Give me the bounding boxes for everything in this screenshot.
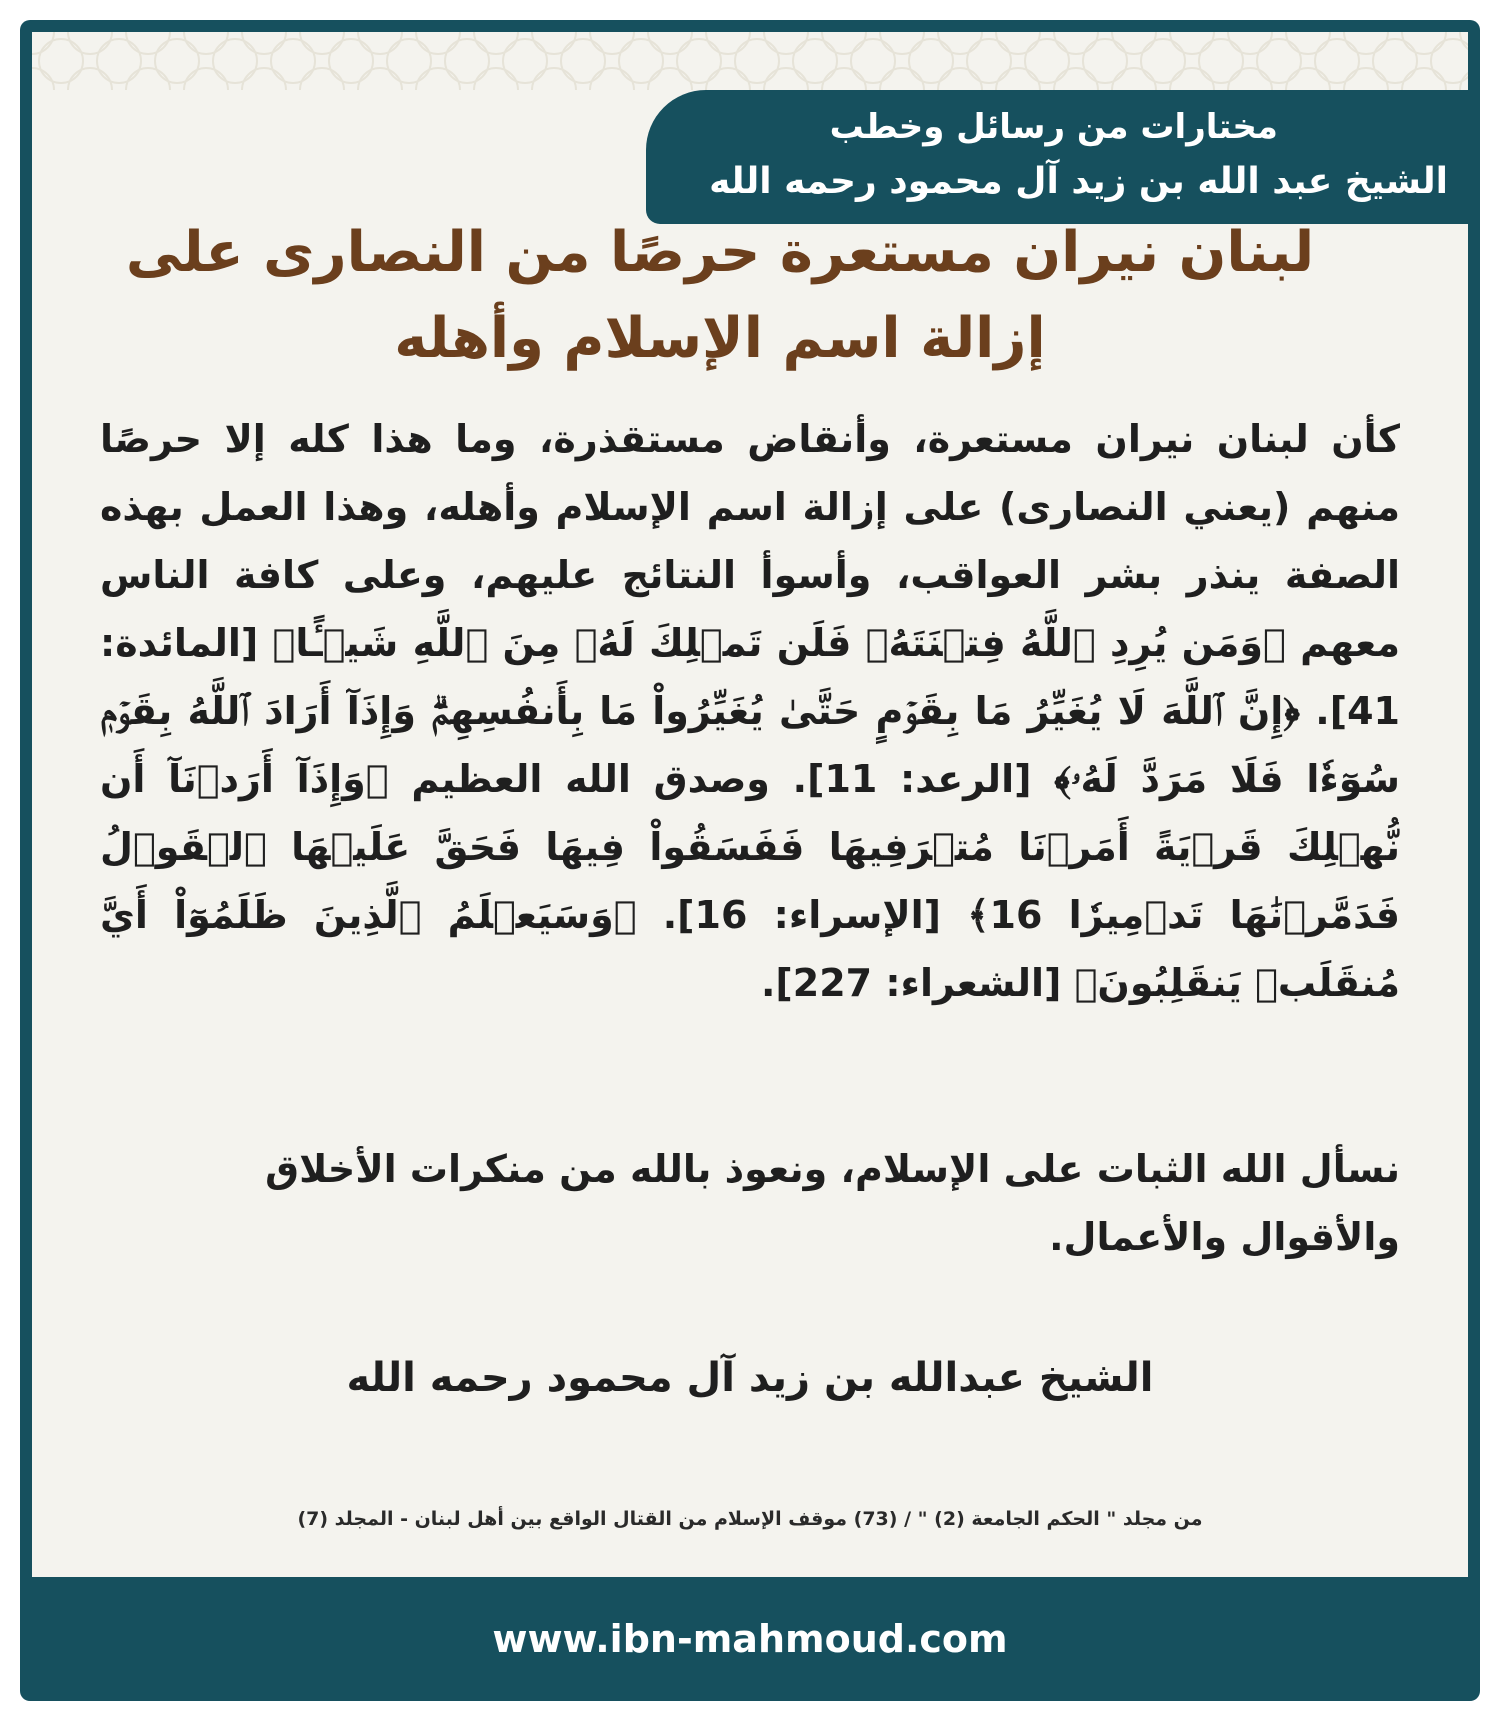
series-title: مختارات من رسائل وخطب: [829, 107, 1278, 147]
header-banner: [646, 90, 1468, 224]
decorative-pattern: [32, 32, 1468, 90]
closing-prayer: نسأل الله الثبات على الإسلام، ونعوذ بالله من منكرات الأخلاق والأقوال والأعمال.: [265, 1147, 1400, 1259]
article-title: لبنان نيران مستعرة حرصًا من النصارى على إزالة اسم الإسلام وأهله: [125, 220, 1315, 371]
source-reference: من مجلد " الحكم الجامعة (2) " / (73) موقف الإسلام من القتال الواقع بين أهل لبنان - المجلد (7): [297, 1508, 1203, 1530]
website-link[interactable]: www.ibn-mahmoud.com: [492, 1617, 1008, 1661]
signature: الشيخ عبدالله بن زيد آل محمود رحمه الله: [346, 1355, 1154, 1401]
header-author: الشيخ عبد الله بن زيد آل محمود رحمه الله: [709, 161, 1448, 202]
article-body: كأن لبنان نيران مستعرة، وأنقاض مستقذرة، وما هذا كله إلا حرصًا منهم (يعني النصارى) على إزالة اسم الإسلام وأهله، وهذا العمل بهذه الصفة ينذر بشر العواقب، وأسوأ النتائج عليهم، وعلى كافة الناس معهم ﴿وَمَن يُرِدِ ٱللَّهُ فِتۡنَتَهُۥ فَلَن تَمۡلِكَ لَهُۥ مِنَ ٱللَّهِ شَيۡـًٔا﴾ [المائدة: 41]. ﴿إِنَّ ٱللَّهَ لَا يُغَيِّرُ مَا بِقَوۡمٍ حَتَّىٰ يُغَيِّرُواْ مَا بِأَنفُسِهِمۡۗ وَإِذَآ أَرَادَ ٱللَّهُ بِقَوۡمٖ سُوٓءٗا فَلَا مَرَدَّ لَهُۥ﴾ [الرعد: 11]. وصدق الله العظيم ﴿وَإِذَآ أَرَدۡنَآ أَن نُّهۡلِكَ قَرۡيَةً أَمَرۡنَا مُتۡرَفِيهَا فَفَسَقُواْ فِيهَا فَحَقَّ عَلَيۡهَا ٱلۡقَوۡلُ فَدَمَّرۡنَٰهَا تَدۡمِيرٗا 16﴾ [الإسراء: 16]. ﴿وَسَيَعۡلَمُ ٱلَّذِينَ ظَلَمُوٓاْ أَيَّ مُنقَلَبٖ يَنقَلِبُونَ﴾ [الشعراء: 227].: [100, 417, 1401, 1005]
